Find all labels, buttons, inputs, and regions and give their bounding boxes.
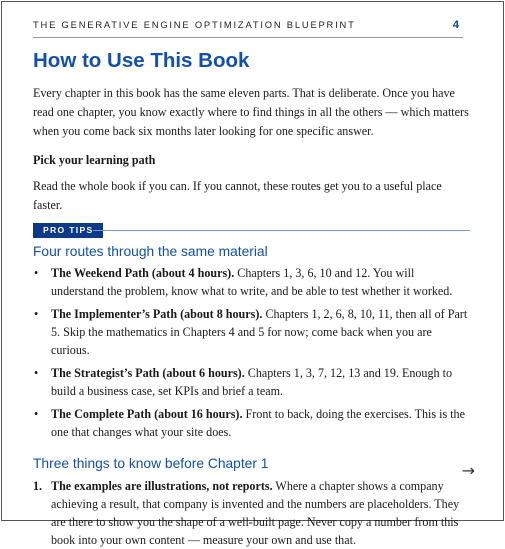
- list-item: [33, 364, 470, 400]
- page-content: [33, 49, 470, 549]
- things-heading: Three things to know before Chapter 1: [33, 456, 269, 471]
- pro-tips-badge: PRO TIPS: [33, 223, 103, 238]
- route-name: The Weekend Path (about 4 hours).: [51, 266, 235, 280]
- thing-lead: The examples are illustrations, not reports.: [51, 479, 273, 493]
- bullet-icon: •: [34, 366, 39, 380]
- route-name: The Complete Path (about 16 hours).: [51, 407, 243, 421]
- book-title: THE GENERATIVE ENGINE OPTIMIZATION BLUEPRINT: [33, 19, 356, 30]
- pro-tips-rule: [93, 230, 470, 231]
- route-desc: Chapters 1, 2, 6, 8, 10, 11, then all of Part 5. Skip the mathematics in Chapters 4 and 5 for now; come back when you are curious.: [51, 307, 468, 357]
- things-list: [33, 477, 470, 549]
- learning-path-subhead: Pick your learning path: [33, 153, 156, 167]
- arrow-right-icon[interactable]: →: [461, 461, 475, 480]
- route-name: The Strategist’s Path (about 6 hours).: [51, 366, 245, 380]
- read-paragraph: Read the whole book if you can. If you cannot, these routes get you to a useful place faster.: [33, 179, 442, 212]
- bullet-icon: •: [34, 266, 39, 280]
- routes-heading: Four routes through the same material: [33, 244, 268, 259]
- list-item: [33, 405, 470, 441]
- bullet-icon: •: [34, 307, 39, 321]
- thing-desc: Where a chapter shows a company achieving a result, that company is invented and the numbers are placeholders. They are there to show you the shape of a well-built page. Never copy a number from this book into your own content — measure your own and use that.: [51, 479, 460, 547]
- book-page: [1, 1, 504, 547]
- pro-tips-bar: [33, 222, 470, 238]
- route-desc: Chapters 1, 3, 7, 12, 13 and 19. Enough to build a business case, set KPIs and brief a team.: [51, 366, 452, 398]
- route-name: The Implementer’s Path (about 8 hours).: [51, 307, 263, 321]
- route-desc: Chapters 1, 3, 6, 10 and 12. You will understand the problem, know what to write, and be able to test whether it worked.: [51, 266, 453, 298]
- running-header: [33, 19, 459, 31]
- list-item: [33, 305, 470, 359]
- routes-list: [33, 264, 470, 441]
- list-item: [33, 264, 470, 300]
- intro-paragraph: Every chapter in this book has the same eleven parts. That is deliberate. Once you have read one chapter, you know exactly where to find things in all the others — which matters when you come back six months later looking for one specific answer.: [33, 86, 469, 138]
- page-number: 4: [452, 19, 459, 31]
- bullet-icon: •: [34, 407, 39, 421]
- route-desc: Front to back, doing the exercises. This is the one that changes what your site does.: [51, 407, 465, 439]
- item-number: 1.: [33, 479, 43, 493]
- list-item: [33, 477, 470, 549]
- header-divider: [33, 37, 463, 38]
- page-title: How to Use This Book: [33, 49, 250, 72]
